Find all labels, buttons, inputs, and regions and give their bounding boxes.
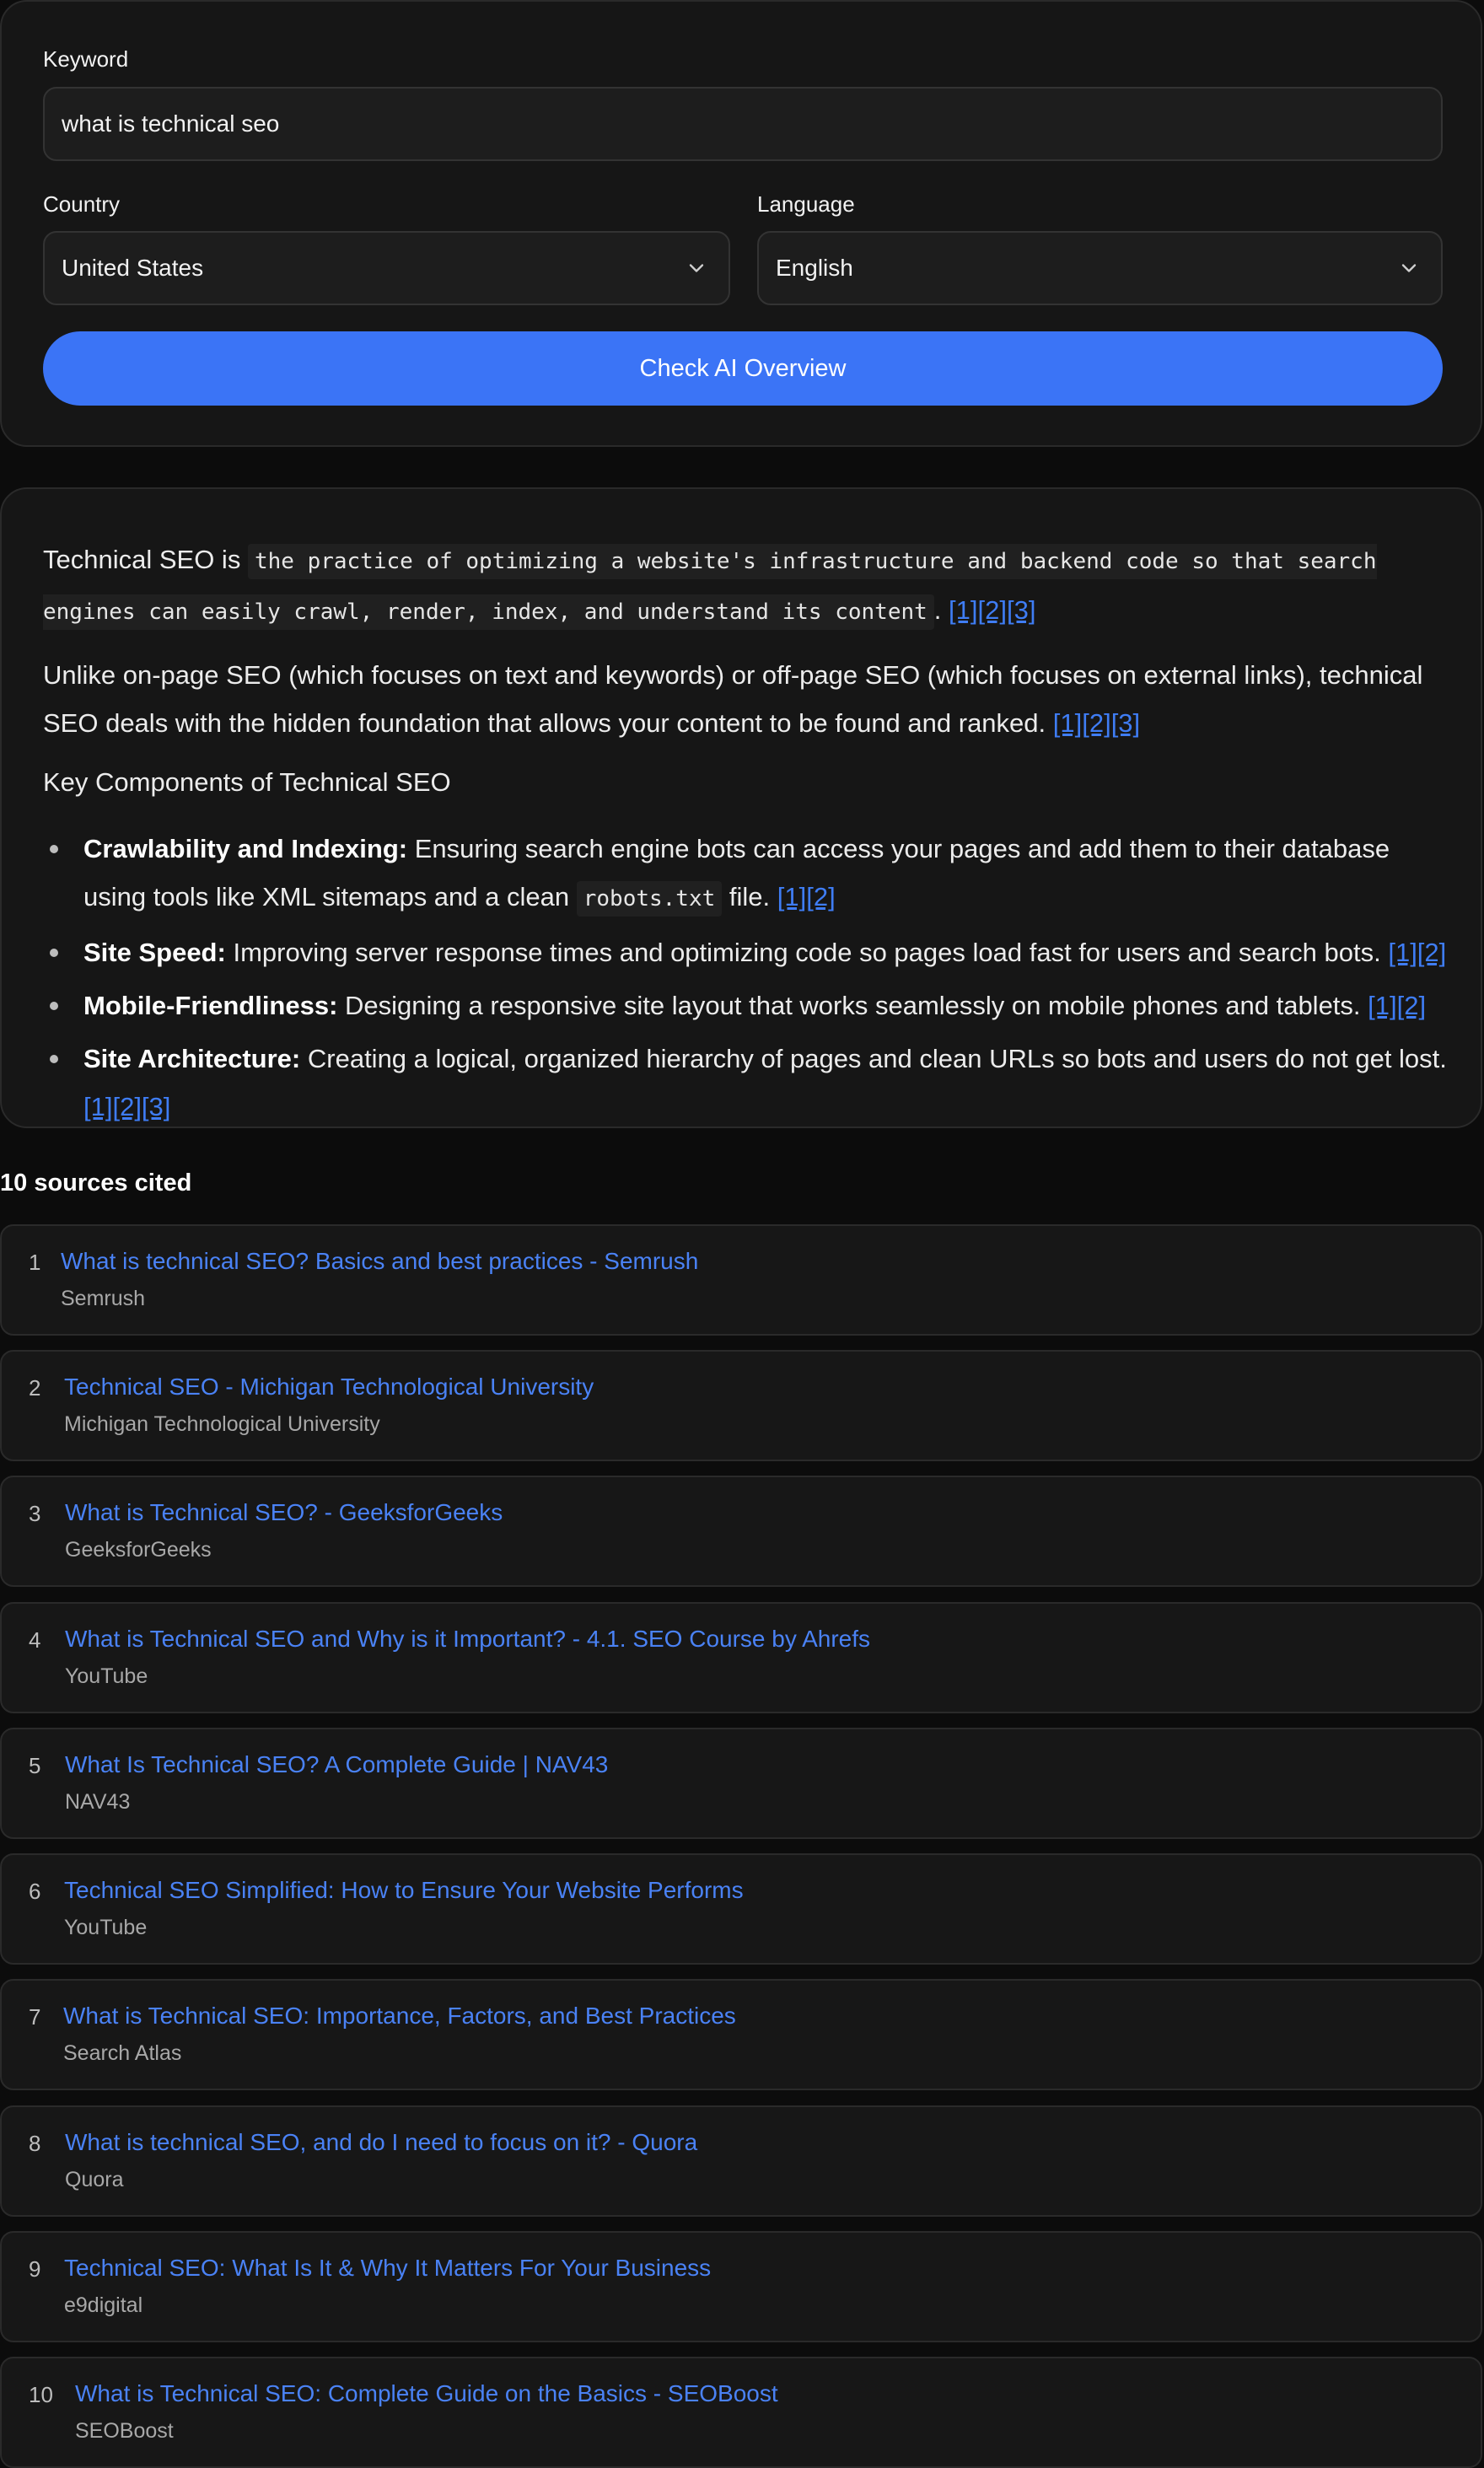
source-number: 7 <box>29 2004 41 2030</box>
source-number: 1 <box>29 1250 41 1275</box>
source-site: e9digital <box>64 2293 143 2317</box>
language-select-value: English <box>776 255 853 281</box>
source-title-link[interactable]: What is technical SEO? Basics and best practices - Semrush <box>61 1248 699 1274</box>
source-title-link[interactable]: What is technical SEO, and do I need to focus on it? - Quora <box>65 2129 698 2155</box>
bullet-icon <box>50 1055 58 1063</box>
source-number: 9 <box>29 2256 41 2282</box>
language-label: Language <box>757 191 855 217</box>
list-item-text: Creating a logical, organized hierarchy of pages and clean URLs so bots and users do not get lost. <box>307 1044 1447 1073</box>
keyword-input[interactable] <box>43 87 1443 161</box>
source-card <box>0 1350 1482 1461</box>
list-item-title: Site Architecture: <box>83 1044 301 1073</box>
chevron-down-icon <box>1397 256 1421 280</box>
list-item <box>43 928 1449 976</box>
country-label: Country <box>43 191 121 217</box>
source-site: SEOBoost <box>75 2419 174 2443</box>
source-card <box>0 1853 1482 1965</box>
source-card <box>0 1602 1482 1713</box>
bullet-icon <box>50 1002 58 1010</box>
source-site: GeeksforGeeks <box>65 1538 212 1562</box>
source-card <box>0 2231 1482 2342</box>
source-card <box>0 1476 1482 1587</box>
overview-p1-code: the practice of optimizing a website's infrastructure and backend code so that search engines can easily crawl, render, index, and understand its content <box>43 544 1377 630</box>
source-title-link[interactable]: What is Technical SEO: Importance, Factors, and Best Practices <box>63 2003 736 2029</box>
list-item <box>43 1035 1449 1128</box>
language-select[interactable] <box>757 231 1443 305</box>
list-item-text: Designing a responsive site layout that works seamlessly on mobile phones and tablets. <box>345 991 1361 1020</box>
source-card <box>0 2105 1482 2217</box>
list-item <box>43 981 1449 1030</box>
source-site: YouTube <box>65 1664 148 1688</box>
overview-p1-suffix: . <box>933 595 942 625</box>
overview-paragraph-2 <box>43 651 1449 747</box>
list-item-text: Ensuring search engine bots can access your pages and add them to their database using tools like XML sitemaps and a clean <box>83 834 1390 911</box>
list-item <box>43 825 1449 923</box>
citation-link[interactable]: [1][2] <box>1388 938 1447 967</box>
source-title-link[interactable]: Technical SEO Simplified: How to Ensure Your Website Performs <box>64 1877 744 1903</box>
overview-paragraph-1 <box>43 535 1449 637</box>
country-select-value: United States <box>62 255 204 281</box>
source-title-link[interactable]: What is Technical SEO? - GeeksforGeeks <box>65 1499 503 1525</box>
list-item-text: Improving server response times and optimizing code so pages load fast for users and search bots. <box>233 938 1381 967</box>
source-number: 6 <box>29 1879 41 1904</box>
overview-p2-text: Unlike on-page SEO (which focuses on text and keywords) or off-page SEO (which focuses on external links), technical SEO deals with the hidden foundation that allows your content to be found and ranked. <box>43 660 1423 738</box>
source-card <box>0 1728 1482 1839</box>
source-site: NAV43 <box>65 1790 131 1814</box>
citation-link[interactable]: [1][2][3] <box>949 595 1036 625</box>
source-number: 4 <box>29 1627 41 1653</box>
citation-link[interactable]: [1][2] <box>1368 991 1427 1020</box>
citation-link[interactable]: [1][2] <box>777 882 836 911</box>
list-item-title: Mobile-Friendliness: <box>83 991 338 1020</box>
source-number: 2 <box>29 1375 41 1401</box>
search-form-card <box>0 0 1482 447</box>
source-site: Search Atlas <box>63 2041 182 2065</box>
bullet-icon <box>50 949 58 957</box>
source-card <box>0 1979 1482 2090</box>
source-card <box>0 1224 1482 1336</box>
overview-p1-prefix: Technical SEO is <box>43 545 241 574</box>
source-title-link[interactable]: What Is Technical SEO? A Complete Guide | NAV43 <box>65 1751 609 1777</box>
overview-key-components-list <box>43 825 1449 1128</box>
ai-overview-card <box>0 487 1482 1128</box>
keyword-input-value: what is technical seo <box>62 110 280 137</box>
list-item-text-after: file. <box>729 882 771 911</box>
source-title-link[interactable]: What is Technical SEO: Complete Guide on the Basics - SEOBoost <box>75 2380 778 2406</box>
list-item-code: robots.txt <box>577 881 723 917</box>
bullet-icon <box>50 845 58 853</box>
source-title-link[interactable]: What is Technical SEO and Why is it Important? - 4.1. SEO Course by Ahrefs <box>65 1626 870 1652</box>
source-site: Michigan Technological University <box>64 1412 380 1436</box>
source-site: Quora <box>65 2168 124 2191</box>
source-number: 5 <box>29 1753 41 1778</box>
overview-heading: Key Components of Technical SEO <box>43 767 451 797</box>
source-site: Semrush <box>61 1287 146 1310</box>
country-select[interactable] <box>43 231 730 305</box>
sources-heading: 10 sources cited <box>0 1169 192 1196</box>
source-number: 8 <box>29 2131 41 2156</box>
chevron-down-icon <box>685 256 708 280</box>
list-item-title: Crawlability and Indexing: <box>83 834 408 863</box>
source-title-link[interactable]: Technical SEO: What Is It & Why It Matters For Your Business <box>64 2255 712 2281</box>
source-number: 10 <box>29 2382 53 2407</box>
source-title-link[interactable]: Technical SEO - Michigan Technological University <box>64 1374 594 1400</box>
citation-link[interactable]: [1][2][3] <box>83 1092 171 1121</box>
list-item-title: Site Speed: <box>83 938 226 967</box>
source-site: YouTube <box>64 1916 148 1939</box>
source-number: 3 <box>29 1501 41 1526</box>
keyword-label: Keyword <box>43 46 129 72</box>
source-card <box>0 2357 1482 2468</box>
citation-link[interactable]: [1][2][3] <box>1052 708 1141 738</box>
check-ai-overview-button[interactable]: Check AI Overview <box>43 331 1443 406</box>
